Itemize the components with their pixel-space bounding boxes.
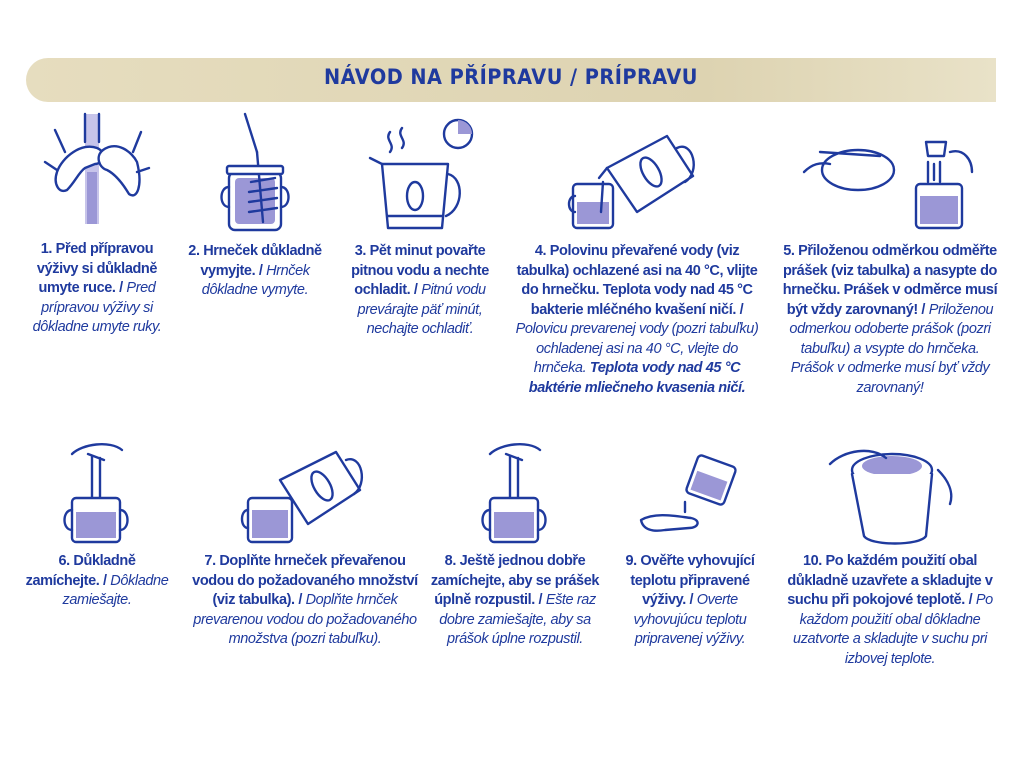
step-2-text-cz: 2. Hrneček důkladně vymyjte. / [188, 243, 322, 279]
step-7 [190, 440, 420, 700]
step-9-text-cz: 9. Ověřte vyhovující teplotu připravené výživy. / [625, 553, 755, 608]
step-6 [22, 440, 172, 640]
step-10-text-cz: 10. Po každém použití obal důkladně uzavřete a skladujte v suchu při pokojové teplotě. / [787, 553, 993, 608]
step-1-text-cz: 1. Před přípravou výživy si důkladně umyte ruce. / [36, 241, 158, 296]
step-8 [430, 440, 600, 680]
step-3-text-sk: Pitnú vodu prevárajte päť minút, nechajte ochladiť. [357, 282, 486, 337]
step-5-text-sk: Priloženou odmerkou odoberte prášok (pozri tabuľku) a vsypte do hrnčeka. Prášok v odmerke musí byť vždy zarovnaný! [789, 301, 994, 396]
step-6-text-cz: 6. Důkladně zamíchejte. / [25, 553, 136, 589]
step-3 [345, 112, 495, 372]
step-4-warning-cz: Teplota vody nad 45 °C bakterie mléčného kvašení ničí. / [530, 282, 753, 318]
top-up-water-icon [240, 440, 370, 545]
hands-washing-icon [37, 112, 157, 227]
step-9 [615, 440, 765, 680]
step-1-text-sk: Pred prípravou výživy si dôkladne umyte ruky. [32, 280, 162, 335]
step-8-text-cz: 8. Ještě jednou dobře zamíchejte, aby se prášek úplně rozpustil. / [430, 553, 600, 608]
step-2 [180, 112, 330, 332]
step-4-text-cz: 4. Polovinu převařené vody (viz tabulka) ochlazené asi na 40 °C, vlijte do hrnečku. [516, 243, 758, 298]
step-8-text-sk: Ešte raz dobre zamiešajte, aby sa prášok úplne rozpustil. [439, 592, 596, 647]
step-10 [780, 440, 1000, 700]
step-5 [780, 112, 1000, 432]
stir-again-icon [470, 440, 560, 545]
step-4 [512, 112, 762, 432]
step-2-text-sk: Hrnček dôkladne vymyte. [201, 262, 310, 298]
kettle-timer-icon [360, 112, 480, 232]
temperature-check-icon [635, 440, 745, 545]
title-banner [26, 58, 996, 102]
step-4-text-sk: Polovicu prevarenej vody (pozri tabuľku) ochladenej asi na 40 °C, vlejte do hrnčeka. [515, 321, 759, 376]
step-1 [22, 112, 172, 392]
step-7-text-cz: 7. Doplňte hrneček převařenou vodou do požadovaného množství (viz tabulka). / [192, 553, 418, 608]
step-3-text-cz: 3. Pět minut povařte pitnou vodu a nechte ochladit. / [351, 243, 489, 298]
page-title: NÁVOD NA PŘÍPRAVU / PRÍPRAVU [324, 65, 698, 89]
close-can-icon [820, 440, 960, 550]
step-5-text-cz: 5. Přiloženou odměrkou odměřte prášek (viz tabulka) a nasypte do hrnečku. Prášek v odměrce musí být vždy zarovnaný! / [782, 243, 998, 318]
step-4-warning-sk: Teplota vody nad 45 °C baktérie mliečneho kvasenia ničí. [528, 360, 746, 396]
step-6-text-sk: Dôkladne zamiešajte. [62, 572, 169, 608]
pour-water-icon [567, 112, 707, 232]
step-7-text-sk: Doplňte hrnček prevarenou vodou do požadovaného množstva (pozri tabuľku). [193, 592, 417, 647]
step-9-text-sk: Overte vyhovujúcu teplotu pripravenej výživy. [633, 592, 747, 647]
stir-icon [52, 440, 142, 545]
measure-powder-icon [800, 112, 980, 232]
step-10-text-sk: Po každom použití obal dôkladne uzatvorte a skladujte v suchu pri izbovej teplote. [793, 592, 993, 667]
bottle-brush-icon [205, 112, 305, 237]
